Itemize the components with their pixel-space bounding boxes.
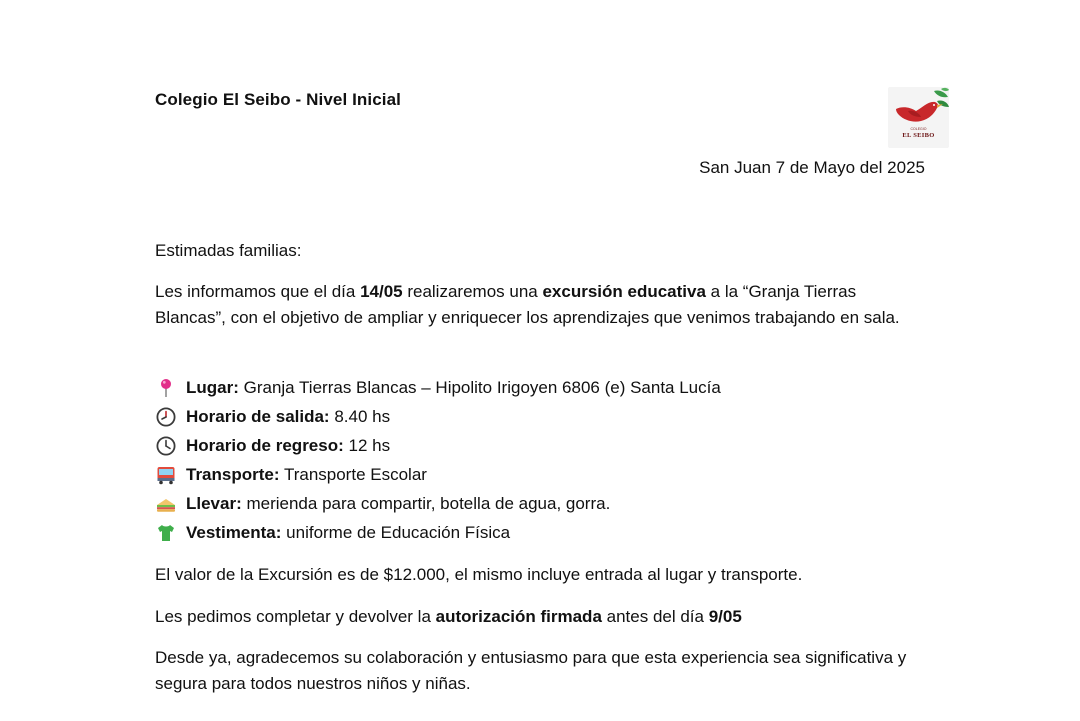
- vestimenta-label: Vestimenta:: [186, 523, 282, 542]
- lugar-label: Lugar:: [186, 378, 239, 397]
- greeting: Estimadas familias:: [155, 241, 302, 260]
- salida-value: 8.40 hs: [329, 407, 391, 426]
- deadline-date: 9/05: [708, 607, 742, 626]
- llevar-value: merienda para compartir, botella de agua, gorra.: [241, 494, 611, 513]
- detail-lugar: [155, 373, 925, 402]
- llevar-label: Llevar:: [186, 494, 242, 513]
- detail-regreso: [155, 431, 925, 460]
- bus-icon: [155, 464, 177, 486]
- salida-label: Horario de salida:: [186, 407, 330, 426]
- clock-icon: [155, 435, 177, 457]
- excursion-date: 14/05: [360, 282, 403, 301]
- school-logo: [888, 87, 949, 148]
- detail-salida: [155, 402, 925, 431]
- logo-name: EL SEIBO: [902, 132, 935, 139]
- transporte-label: Transporte:: [186, 465, 280, 484]
- excursion-type: excursión educativa: [542, 282, 706, 301]
- price-paragraph: El valor de la Excursión es de $12.000, el mismo incluye entrada al lugar y transporte.: [155, 565, 803, 584]
- detail-vestimenta: [155, 518, 925, 547]
- intro-text-3: a la “Granja Tierras Blancas”, con el objetivo de ampliar y enriquecer los aprendizajes que venimos trabajando en sala.: [155, 282, 900, 327]
- tshirt-icon: [155, 522, 177, 544]
- detail-transporte: [155, 460, 925, 489]
- transporte-value: Transporte Escolar: [279, 465, 427, 484]
- intro-text-1: Les informamos que el día: [155, 282, 361, 301]
- intro-text-2: realizaremos una: [402, 282, 543, 301]
- details-list: [155, 373, 925, 547]
- authorization-text-2: antes del día: [601, 607, 709, 626]
- authorization-paragraph: [155, 604, 925, 630]
- pushpin-icon: [155, 377, 177, 399]
- clock-icon: [155, 406, 177, 428]
- logo-subtitle: COLEGIO: [910, 127, 927, 131]
- authorization-text-1: Les pedimos completar y devolver la: [155, 607, 436, 626]
- intro-paragraph: [155, 279, 925, 331]
- regreso-value: 12 hs: [343, 436, 391, 455]
- authorization-bold: autorización firmada: [435, 607, 602, 626]
- sandwich-icon: [155, 493, 177, 515]
- letter-date: San Juan 7 de Mayo del 2025: [699, 158, 925, 177]
- school-name: Colegio El Seibo - Nivel Inicial: [155, 90, 401, 109]
- vestimenta-value: uniforme de Educación Física: [281, 523, 511, 542]
- closing-paragraph: Desde ya, agradecemos su colaboración y entusiasmo para que esta experiencia sea significativa y segura para todos nuestros niños y niñas.: [155, 648, 907, 693]
- lugar-value: Granja Tierras Blancas – Hipolito Irigoyen 6806 (e) Santa Lucía: [238, 378, 721, 397]
- regreso-label: Horario de regreso:: [186, 436, 344, 455]
- detail-llevar: [155, 489, 925, 518]
